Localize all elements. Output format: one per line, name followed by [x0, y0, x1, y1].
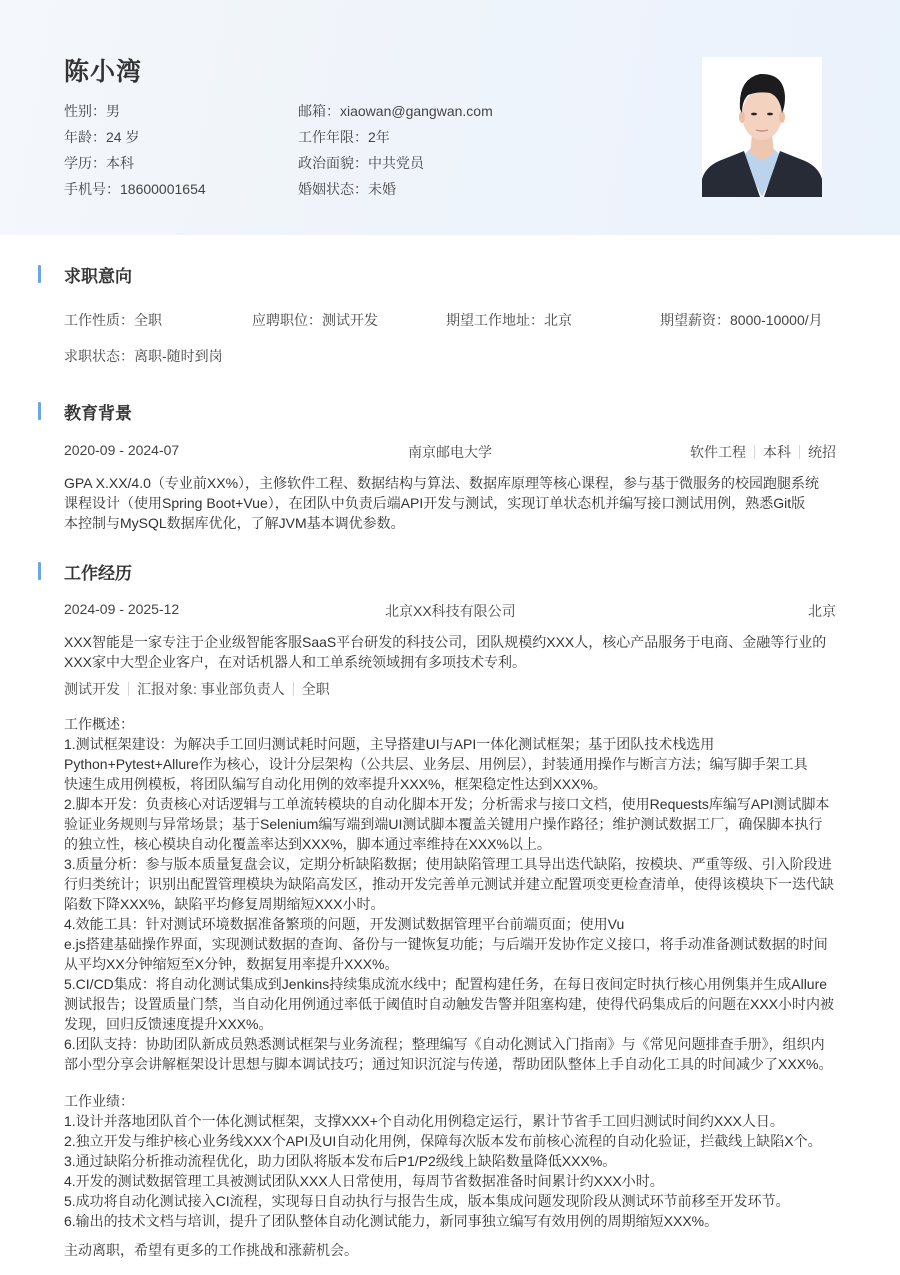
role-line: [64, 679, 330, 699]
text-line: XXX家中大型企业客户，在对话机器人和工单系统领域拥有多项技术专利。: [64, 654, 527, 670]
achievement-item: 1.设计并落地团队首个一体化测试框架，支撑XXX+个自动化用例稳定运行，累计节省手工回归测试时间约XXX人日。: [64, 1113, 784, 1129]
section-accent-bar: [38, 562, 41, 580]
achievement-item: 4.开发的测试数据管理工具被测试团队XXX人日常使用，每周节省数据准备时间累计约XXX小时。: [64, 1173, 664, 1189]
text-line: 发现，回归反馈速度提升XXX%。: [64, 1016, 273, 1032]
divider: [293, 682, 294, 696]
education-level-value: 本科: [106, 155, 134, 171]
section-title-work: 工作经历: [64, 563, 132, 583]
job-type-value: 全职: [134, 312, 162, 328]
section-accent-bar: [38, 402, 41, 420]
text-line: 4.效能工具：针对测试环境数据准备繁琐的问题，开发测试数据管理平台前端页面；使用Vu: [64, 916, 625, 932]
gender-label: 性别：: [64, 103, 106, 119]
salary-label: 期望薪资：: [660, 312, 730, 328]
portrait-icon: [702, 57, 822, 197]
location-label: 期望工作地址：: [446, 312, 544, 328]
text-line: Python+Pytest+Allure作为核心，设计分层架构（公共层、业务层、用例层），封装通用操作与断言方法；编写脚手架工具: [64, 756, 808, 772]
text-line: 快速生成用例模板，将团队编写自动化用例的效率提升XXX%，框架稳定性达到XXX%。: [64, 776, 607, 792]
email-field: [298, 101, 493, 121]
email-label: 邮箱：: [298, 103, 340, 119]
age-value: 24 岁: [106, 129, 140, 145]
divider: [128, 682, 129, 696]
section-accent-bar: [38, 265, 41, 283]
text-line: 1.测试框架建设：为解决手工回归测试耗时问题，主导搭建UI与API一体化测试框架；基于团队技术栈选用: [64, 736, 715, 752]
text-line: 测试报告；设置质量门禁，当自动化用例通过率低于阈值时自动触发告警并阻塞构建，使得代码集成后的问题在XXX小时内被: [64, 996, 835, 1012]
age-label: 年龄：: [64, 129, 106, 145]
enrollment-type: 统招: [808, 444, 836, 460]
education-level-field: [64, 153, 134, 173]
work-overview: [64, 714, 840, 1074]
section-title-education: 教育背景: [64, 403, 132, 423]
position-value: 测试开发: [322, 312, 378, 328]
report-to: 汇报对象: 事业部负责人: [137, 681, 285, 697]
text-line: 5.CI/CD集成：将自动化测试集成到Jenkins持续集成流水线中；配置构建任务，在每日夜间定时执行核心用例集并生成Allure: [64, 976, 828, 992]
text-line: 的独立性，核心模块自动化覆盖率达到XXX%，脚本通过率维持在XXX%以上。: [64, 836, 551, 852]
degree: 本科: [763, 444, 791, 460]
achievement-item: 3.通过缺陷分析推动流程优化，助力团队将版本发布后P1/P2级线上缺陷数量降低XXX%。: [64, 1153, 617, 1169]
company-intro: [64, 632, 840, 672]
text-line: 2.脚本开发：负责核心对话逻辑与工单流转模块的自动化脚本开发；分析需求与接口文档，使用Requests库编写API测试脚本: [64, 796, 830, 812]
achievement-item: 2.独立开发与维护核心业务线XXX个API及UI自动化用例，保障每次版本发布前核心流程的自动化验证，拦截线上缺陷X个。: [64, 1133, 822, 1149]
work-years-value: 2年: [368, 129, 390, 145]
role: 测试开发: [64, 681, 120, 697]
location-field: [446, 310, 572, 330]
education-details: [690, 442, 836, 462]
employment-type: 全职: [301, 681, 330, 697]
leave-reason: 主动离职，希望有更多的工作挑战和涨薪机会。: [64, 1242, 358, 1258]
section-job-intent: [38, 263, 132, 285]
candidate-name: 陈小湾: [64, 58, 143, 86]
text-line: 6.团队支持：协助团队新成员熟悉测试框架与业务流程；整理编写《自动化测试入门指南》与《常见问题排查手册》，组织内: [64, 1036, 825, 1052]
text-line: XXX智能是一家专注于企业级智能客服SaaS平台研发的科技公司，团队规模约XXX人，核心产品服务于电商、金融等行业的: [64, 634, 827, 650]
political-status-label: 政治面貌：: [298, 155, 368, 171]
job-type-label: 工作性质：: [64, 312, 134, 328]
company-name: 北京XX科技有限公司: [385, 603, 516, 619]
text-line: 陷数下降XXX%，缺陷平均修复周期缩短XXX小时。: [64, 896, 385, 912]
divider: [799, 445, 800, 459]
salary-field: [660, 310, 823, 330]
section-education: [38, 400, 132, 422]
work-years-label: 工作年限：: [298, 129, 368, 145]
political-status-field: [298, 153, 424, 173]
achievements-title: 工作业绩：: [64, 1093, 134, 1109]
work-achievements: [64, 1091, 840, 1231]
gender-value: 男: [106, 103, 120, 119]
job-status-label: 求职状态：: [64, 348, 134, 364]
work-years-field: [298, 127, 390, 147]
phone-label: 手机号：: [64, 181, 120, 197]
school-name: 南京邮电大学: [408, 444, 492, 460]
education-level-label: 学历：: [64, 155, 106, 171]
section-title-job-intent: 求职意向: [64, 266, 132, 286]
text-line: 本控制与MySQL数据库优化，了解JVM基本调优参数。: [64, 515, 405, 531]
age-field: [64, 127, 139, 147]
achievement-item: 6.输出的技术文档与培训，提升了团队整体自动化测试能力，新同事独立编写有效用例的周期缩短XXX%。: [64, 1213, 719, 1229]
marital-status-label: 婚姻状态：: [298, 181, 368, 197]
text-line: 3.质量分析：参与版本质量复盘会议，定期分析缺陷数据；使用缺陷管理工具导出迭代缺陷，按模块、严重等级、引入阶段进: [64, 856, 832, 872]
work-period: 2024-09 - 2025-12: [64, 601, 180, 617]
text-line: 课程设计（使用Spring Boot+Vue），在团队中负责后端API开发与测试，实现订单状态机并编写接口测试用例，熟悉Git版: [64, 495, 806, 511]
marital-status-field: [298, 179, 396, 199]
text-line: GPA X.XX/4.0（专业前XX%），主修软件工程、数据结构与算法、数据库原理等核心课程，参与基于微服务的校园跑腿系统: [64, 475, 820, 491]
gender-field: [64, 101, 120, 121]
location-value: 北京: [544, 312, 572, 328]
text-line: 验证业务规则与异常场景；基于Selenium编写端到端UI测试脚本覆盖关键用户操作路径；维护测试数据工厂，确保脚本执行: [64, 816, 823, 832]
profile-photo: [702, 57, 822, 197]
education-description: [64, 473, 840, 533]
text-line: 部小型分享会讲解框架设计思想与脚本调试技巧；通过知识沉淀与传递，帮助团队整体上手自动化工具的时间减少了XXX%。: [64, 1056, 833, 1072]
job-type-field: [64, 310, 162, 330]
education-period: 2020-09 - 2024-07: [64, 442, 180, 458]
text-line: 从平均XX分钟缩短至X分钟，数据复用率提升XXX%。: [64, 956, 399, 972]
job-status-field: [64, 346, 223, 366]
marital-status-value: 未婚: [368, 181, 396, 197]
major: 软件工程: [690, 444, 746, 460]
position-label: 应聘职位：: [252, 312, 322, 328]
divider: [754, 445, 755, 459]
section-work-experience: [38, 560, 132, 582]
achievement-item: 5.成功将自动化测试接入CI流程，实现每日自动执行与报告生成，版本集成问题发现阶段从测试环节前移至开发环节。: [64, 1193, 790, 1209]
position-field: [252, 310, 378, 330]
job-status-value: 离职-随时到岗: [134, 348, 223, 364]
phone-field: [64, 179, 206, 199]
salary-value: 8000-10000/月: [730, 312, 823, 328]
work-location: 北京: [808, 603, 836, 619]
phone-value: 18600001654: [120, 181, 206, 197]
email-value: xiaowan@gangwan.com: [340, 103, 493, 119]
overview-title: 工作概述：: [64, 716, 134, 732]
text-line: 行归类统计；识别出配置管理模块为缺陷高发区，推动开发完善单元测试并建立配置项变更检查清单，使得该模块下一迭代缺: [64, 876, 834, 892]
text-line: e.js搭建基础操作界面，实现测试数据的查询、备份与一键恢复功能；与后端开发协作定义接口，将手动准备测试数据的时间: [64, 936, 828, 952]
political-status-value: 中共党员: [368, 155, 424, 171]
